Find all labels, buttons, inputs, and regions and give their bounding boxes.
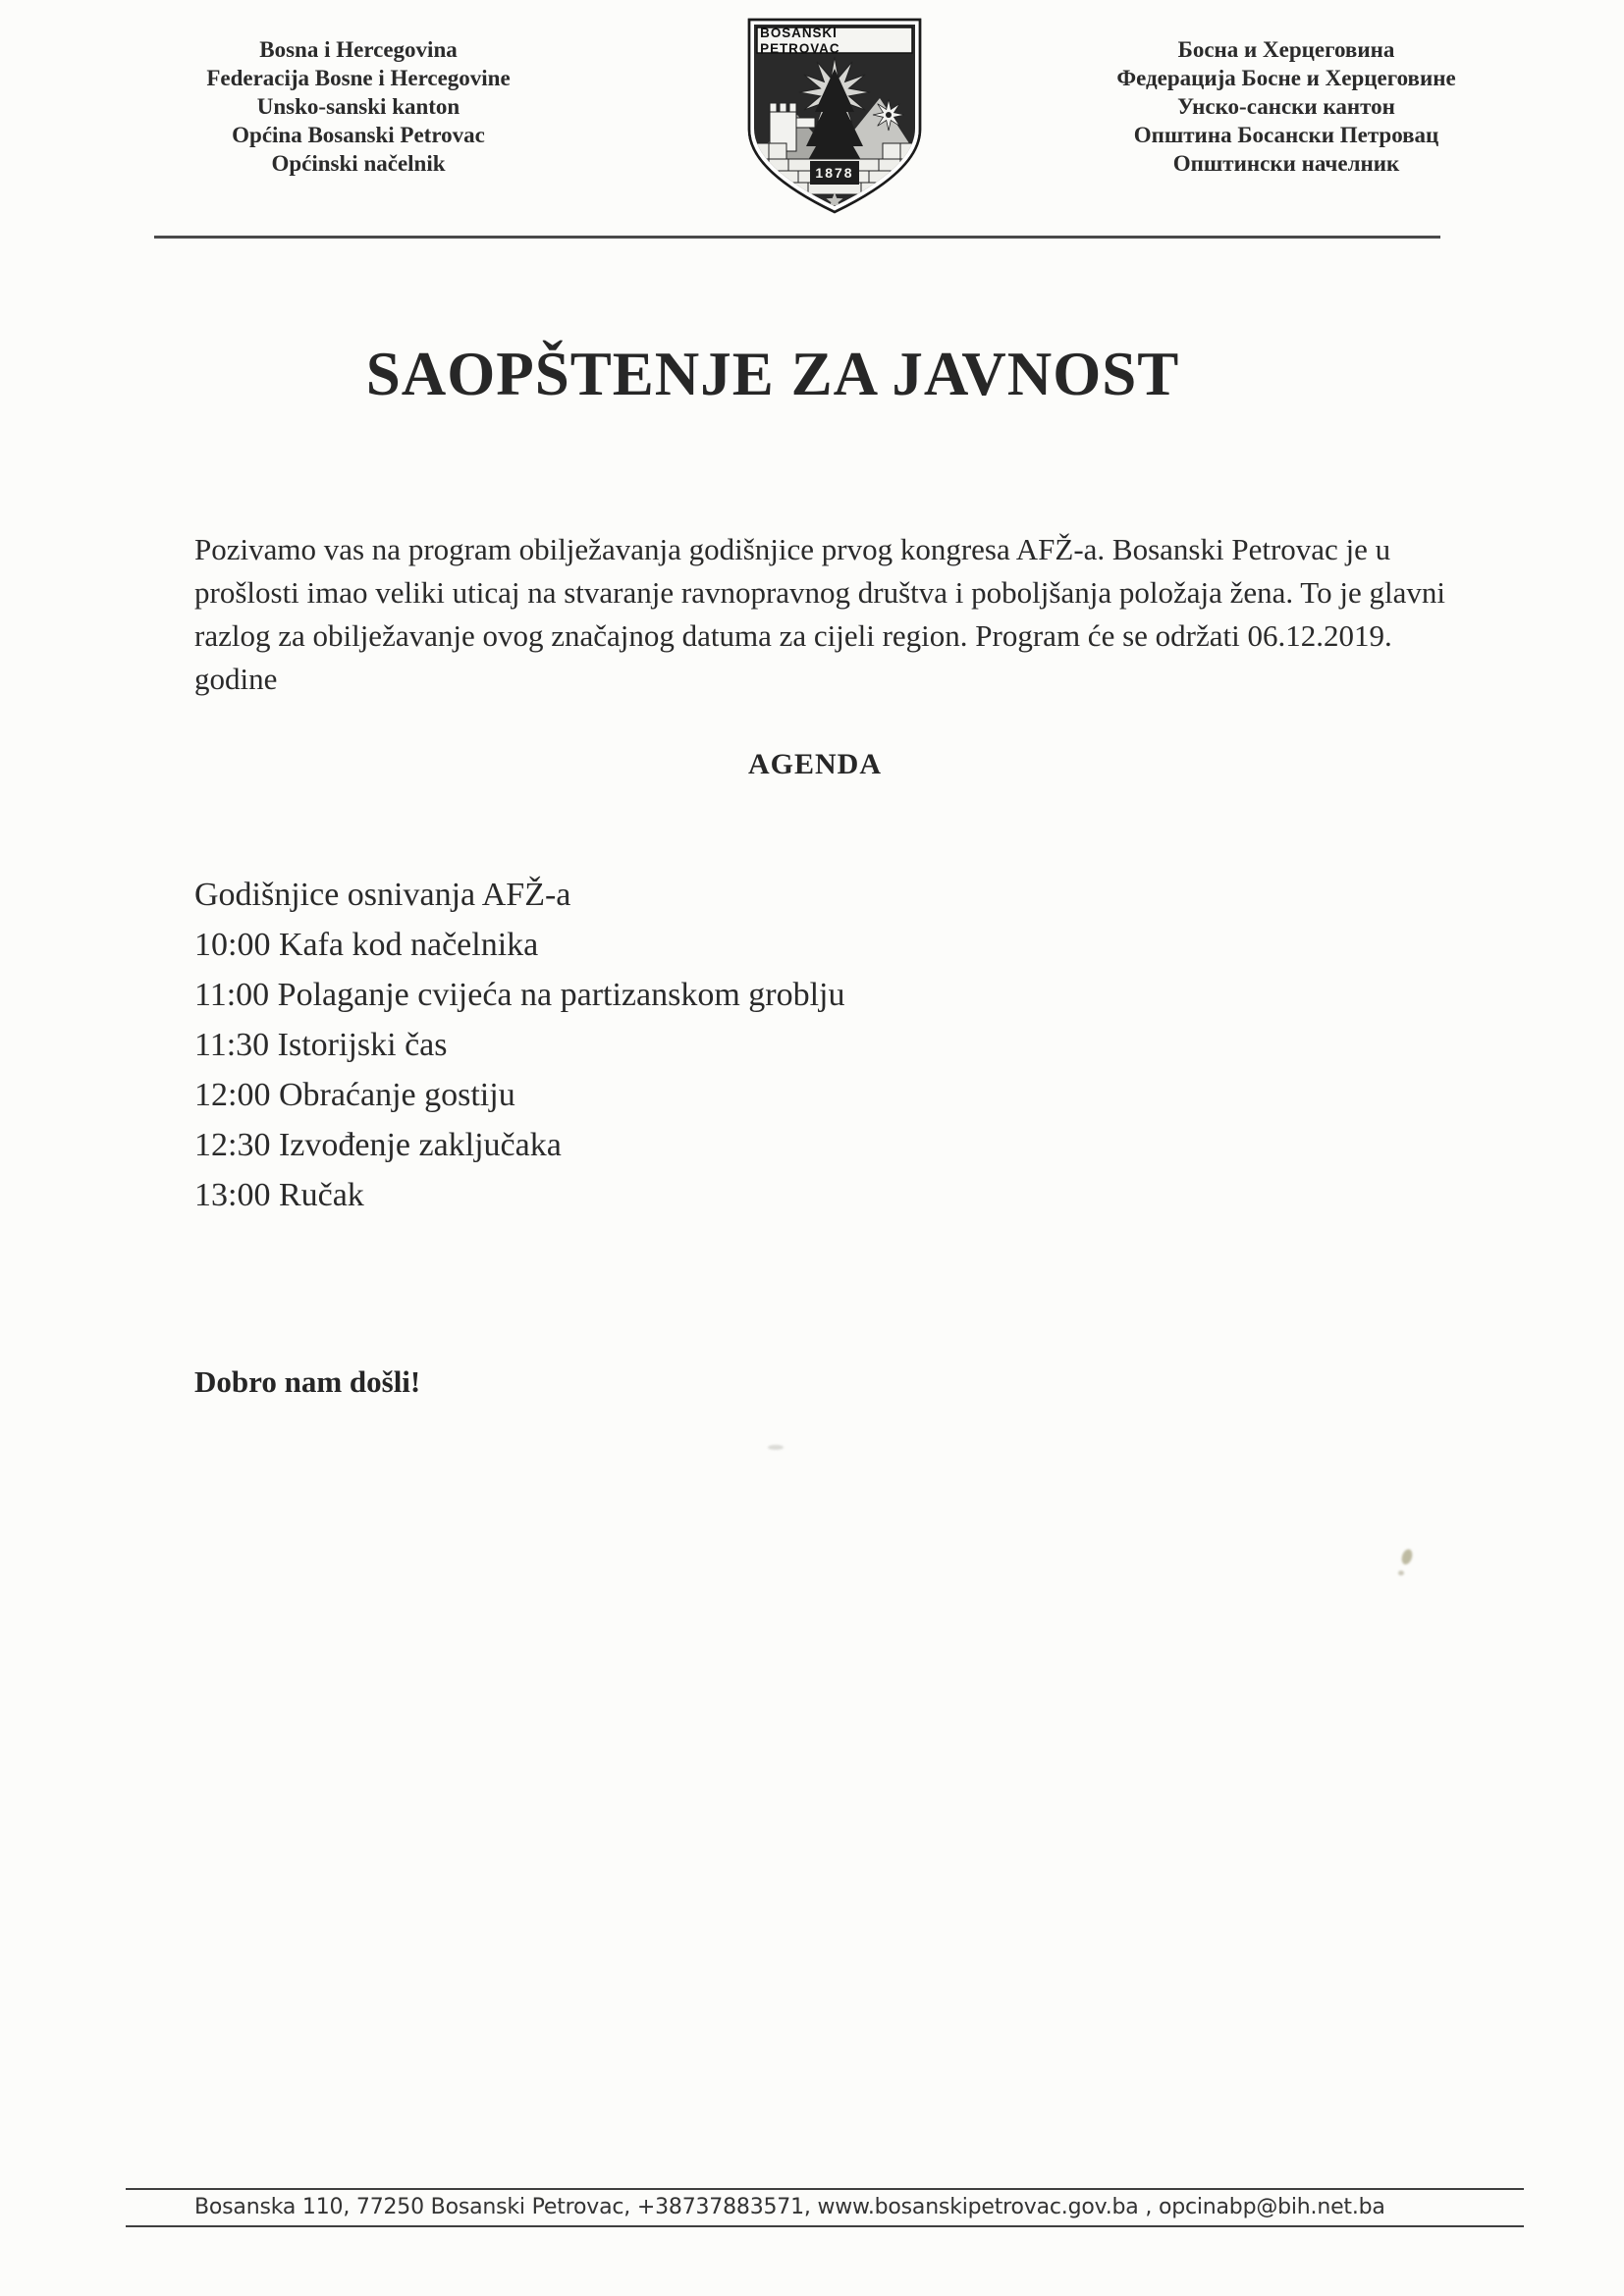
agenda-item: 11:30 Istorijski čas (194, 1027, 448, 1063)
scan-speck (768, 1445, 784, 1450)
footer-contact-text: Bosanska 110, 77250 Bosanski Petrovac, +38737883571, www.bosanskipetrovac.gov.ba , opcinabp@bih.net.ba (194, 2195, 1385, 2219)
header-line: Federacija Bosne i Hercegovine (206, 66, 511, 90)
header-line: Унско-сански кантон (1177, 94, 1395, 119)
header-line: Босна и Херцеговина (1177, 37, 1395, 62)
document-title: SAOPŠTENJE ZA JAVNOST (365, 340, 1180, 408)
header-line: Unsko-sanski kanton (256, 94, 460, 119)
scan-speck (1400, 1548, 1414, 1566)
emblem-banner-text: BOSANSKI PETROVAC (760, 25, 840, 56)
bosanski-petrovac-coat-of-arms-icon (741, 14, 928, 220)
agenda-item: 11:00 Polaganje cvijeća na partizanskom groblju (194, 977, 845, 1013)
emblem-year-text: 1878 (815, 165, 854, 181)
header-line: Општина Босански Петровац (1133, 123, 1439, 147)
header-line: Bosna i Hercegovina (259, 37, 458, 62)
intro-paragraph: Pozivamo vas na program obilježavanja godišnjice prvog kongresa AFŽ-a. Bosanski Petrovac je u prošlosti imao veliki uticaj na stvaranje ravnopravnog društva i poboljšanja položaja žena. To je glavni razlog za obilježavanje ovog značajnog datuma za cijeli region. Program će se održati 06.12.2019. godine (194, 532, 1445, 696)
header-line: Општински начелник (1172, 151, 1400, 176)
agenda-item: 12:30 Izvođenje zaključaka (194, 1127, 562, 1163)
header-right-cyrillic (1036, 35, 1537, 178)
agenda-item: 10:00 Kafa kod načelnika (194, 927, 539, 963)
agenda-list (194, 870, 1471, 1220)
header-divider-rule (154, 236, 1440, 239)
agenda-item: Godišnjice osnivanja AFŽ-a (194, 877, 571, 913)
closing-welcome-line: Dobro nam došli! (194, 1364, 421, 1399)
agenda-item: 12:00 Obraćanje gostiju (194, 1077, 515, 1113)
header-left-latin (128, 35, 589, 178)
header-line: Općina Bosanski Petrovac (232, 123, 485, 147)
agenda-heading: AGENDA (747, 748, 882, 780)
header-line: Федерација Босне и Херцеговине (1116, 66, 1456, 90)
footer-contact-bar (126, 2188, 1524, 2227)
agenda-item: 13:00 Ručak (194, 1177, 364, 1213)
scan-speck (1398, 1571, 1404, 1575)
header-line: Općinski načelnik (271, 151, 446, 176)
